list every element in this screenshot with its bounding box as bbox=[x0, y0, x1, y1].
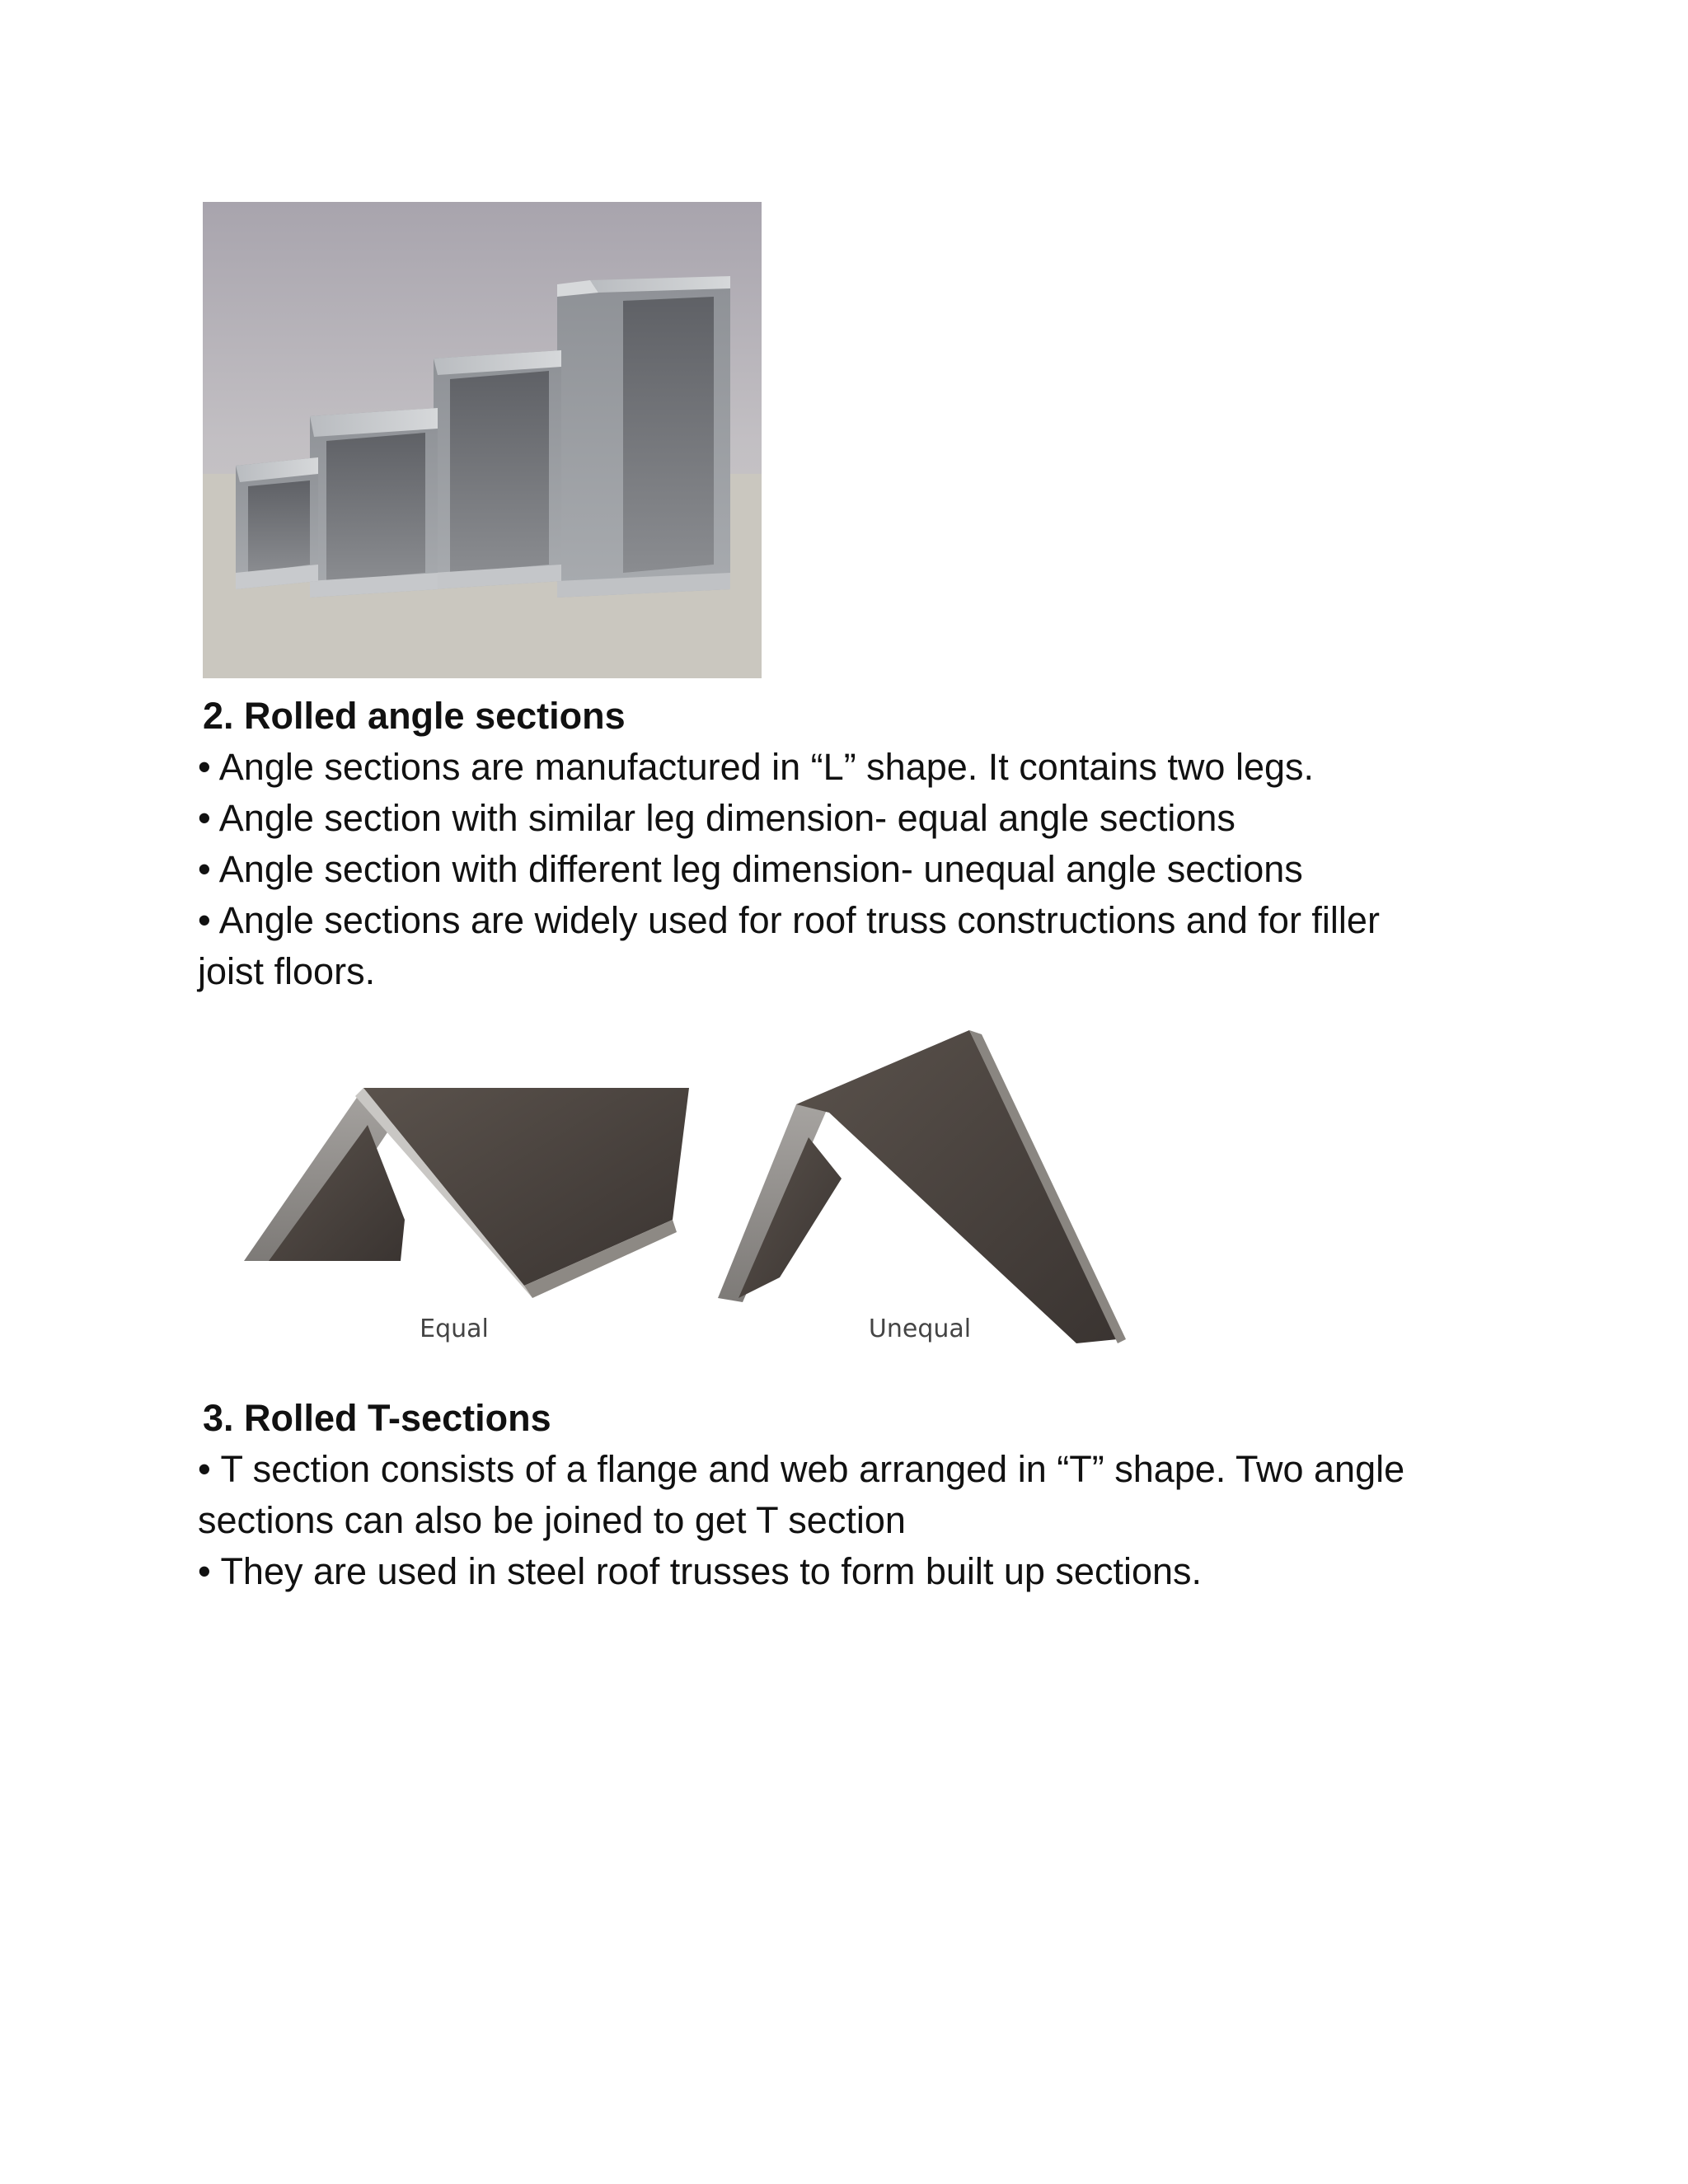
section-2-bullet: • Angle section with different leg dimension- unequal angle sections bbox=[198, 848, 1303, 890]
section-2-bullet: • Angle sections are manufactured in “L” shape. It contains two legs. bbox=[198, 746, 1314, 788]
section-2-bullet: • Angle sections are widely used for roof truss constructions and for filler bbox=[198, 899, 1380, 941]
angle-sections-photo bbox=[203, 1014, 1151, 1360]
equal-caption: Equal bbox=[420, 1315, 489, 1343]
section-3-heading: 3. Rolled T-sections bbox=[203, 1397, 551, 1439]
channel-sections-photo bbox=[203, 202, 762, 678]
section-3-bullet: • They are used in steel roof trusses to form built up sections. bbox=[198, 1550, 1203, 1592]
unequal-caption: Unequal bbox=[868, 1315, 972, 1343]
section-3-bullet: • T section consists of a flange and web arranged in “T” shape. Two angle bbox=[198, 1448, 1405, 1490]
section-2-bullet-continuation: joist floors. bbox=[198, 950, 376, 992]
section-2-bullet: • Angle section with similar leg dimension- equal angle sections bbox=[198, 797, 1236, 839]
section-3-bullet-continuation: sections can also be joined to get T section bbox=[198, 1499, 906, 1541]
section-2-heading: 2. Rolled angle sections bbox=[203, 695, 626, 737]
